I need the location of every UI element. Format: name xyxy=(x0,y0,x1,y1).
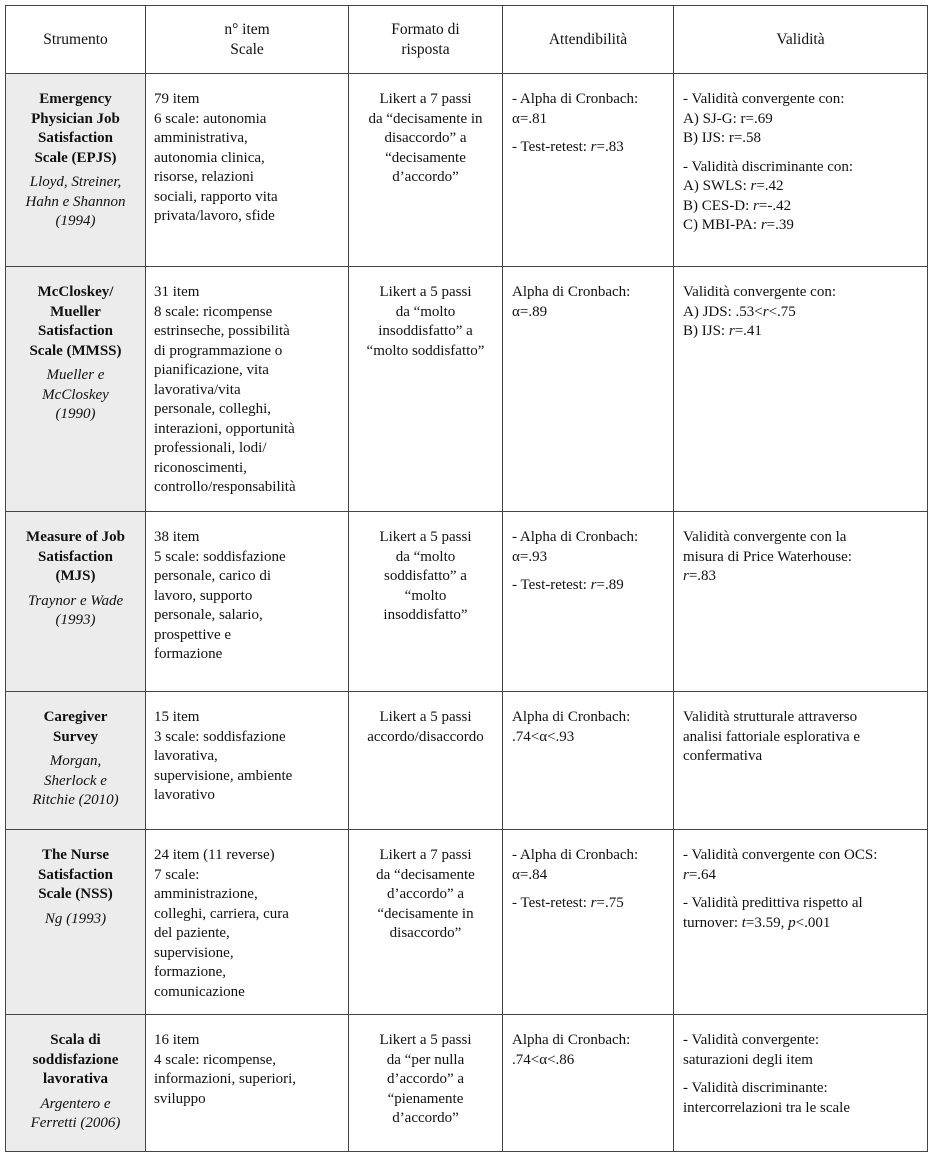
validita-cell: Validità strutturale attraverso analisi fattoriale esplorativa e confermativa xyxy=(674,692,928,830)
instrument-authors: Ng (1993) xyxy=(44,910,107,927)
instrument-cell xyxy=(6,692,146,830)
items-cell: 38 item 5 scale: soddisfazione personale, carico di lavoro, supporto personale, salario, prospettive e formazione xyxy=(146,512,349,692)
items-cell: 15 item 3 scale: soddisfazione lavorativa, supervisione, ambiente lavorativo xyxy=(146,692,349,830)
validita-cell: Validità convergente con la misura di Price Waterhouse: r=.83 xyxy=(674,512,928,692)
header-items xyxy=(146,6,349,74)
instrument-cell xyxy=(6,830,146,1015)
table-row xyxy=(6,267,928,512)
instrument-authors: Morgan, Sherlock e Ritchie (2010) xyxy=(32,753,119,808)
attendibilita-cell: - Alpha di Cronbach: α=.84 - Test-retest: r=.75 xyxy=(503,830,674,1015)
validita-cell: - Validità convergente con: A) SJ-G: r=.69 B) IJS: r=.58 - Validità discriminante con: A) SWLS: r=.42 B) CES-D: r=-.42 C) MBI-PA: r=.39 xyxy=(674,74,928,267)
header-formato-line2: risposta xyxy=(401,40,450,58)
attendibilita-cell: - Alpha di Cronbach: α=.93 - Test-retest: r=.89 xyxy=(503,512,674,692)
instrument-name: Measure of Job Satisfaction (MJS) xyxy=(26,529,125,584)
table-row xyxy=(6,1015,928,1152)
formato-cell: Likert a 5 passi da “per nulla d’accordo” a “pienamente d’accordo” xyxy=(349,1015,503,1152)
header-formato-line1: Formato di xyxy=(391,20,460,38)
header-formato xyxy=(349,6,503,74)
header-items-line1: n° item xyxy=(224,20,270,38)
instrument-name: Caregiver Survey xyxy=(43,709,108,745)
attendibilita-cell: Alpha di Cronbach: .74<α<.93 xyxy=(503,692,674,830)
table-row xyxy=(6,830,928,1015)
instrument-cell xyxy=(6,1015,146,1152)
validita-cell: - Validità convergente: saturazioni degli item - Validità discriminante: intercorrelazioni tra le scale xyxy=(674,1015,928,1152)
instruments-table xyxy=(5,5,928,1152)
validita-cell: - Validità convergente con OCS: r=.64 - Validità predittiva rispetto al turnover: t=3.59, p<.001 xyxy=(674,830,928,1015)
table-row xyxy=(6,512,928,692)
instrument-cell xyxy=(6,267,146,512)
items-cell: 79 item 6 scale: autonomia amministrativa, autonomia clinica, risorse, relazioni sociali, rapporto vita privata/lavoro, sfide xyxy=(146,74,349,267)
attendibilita-cell: Alpha di Cronbach: .74<α<.86 xyxy=(503,1015,674,1152)
items-cell: 24 item (11 reverse) 7 scale: amministrazione, colleghi, carriera, cura del paziente, supervisione, formazione, comunicazione xyxy=(146,830,349,1015)
instrument-authors: Traynor e Wade (1993) xyxy=(27,592,124,628)
formato-cell: Likert a 7 passi da “decisamente d’accordo” a “decisamente in disaccordo” xyxy=(349,830,503,1015)
instrument-authors: Mueller e McCloskey (1990) xyxy=(42,367,109,422)
instrument-cell xyxy=(6,74,146,267)
validita-cell: Validità convergente con: A) JDS: .53<r<.75 B) IJS: r=.41 xyxy=(674,267,928,512)
instrument-cell xyxy=(6,512,146,692)
header-strumento: Strumento xyxy=(6,6,146,74)
formato-cell: Likert a 7 passi da “decisamente in disaccordo” a “decisamente d’accordo” xyxy=(349,74,503,267)
instrument-authors: Argentero e Ferretti (2006) xyxy=(30,1095,121,1131)
table-row xyxy=(6,692,928,830)
attendibilita-cell: - Alpha di Cronbach: α=.81 - Test-retest: r=.83 xyxy=(503,74,674,267)
header-items-line2: Scale xyxy=(230,40,264,58)
instrument-authors: Lloyd, Streiner, Hahn e Shannon (1994) xyxy=(25,174,126,229)
items-cell: 31 item 8 scale: ricompense estrinseche, possibilità di programmazione o pianificazione, vita lavorativa/vita personale, colleghi, interazioni, opportunità professionali, lodi/ riconoscimenti, controllo/responsabilità xyxy=(146,267,349,512)
attendibilita-cell: Alpha di Cronbach: α=.89 xyxy=(503,267,674,512)
formato-cell: Likert a 5 passi accordo/disaccordo xyxy=(349,692,503,830)
instrument-name: McCloskey/ Mueller Satisfaction Scale (MMSS) xyxy=(29,284,122,359)
formato-cell: Likert a 5 passi da “molto soddisfatto” a “molto insoddisfatto” xyxy=(349,512,503,692)
table-row xyxy=(6,74,928,267)
formato-cell: Likert a 5 passi da “molto insoddisfatto” a “molto soddisfatto” xyxy=(349,267,503,512)
header-attendibilita: Attendibilità xyxy=(503,6,674,74)
instrument-name: Scala di soddisfazione lavorativa xyxy=(32,1032,119,1087)
header-validita: Validità xyxy=(674,6,928,74)
instrument-name: The Nurse Satisfaction Scale (NSS) xyxy=(38,847,113,902)
header-row xyxy=(6,6,928,74)
instrument-name: Emergency Physician Job Satisfaction Scale (EPJS) xyxy=(31,91,120,166)
items-cell: 16 item 4 scale: ricompense, informazioni, superiori, sviluppo xyxy=(146,1015,349,1152)
